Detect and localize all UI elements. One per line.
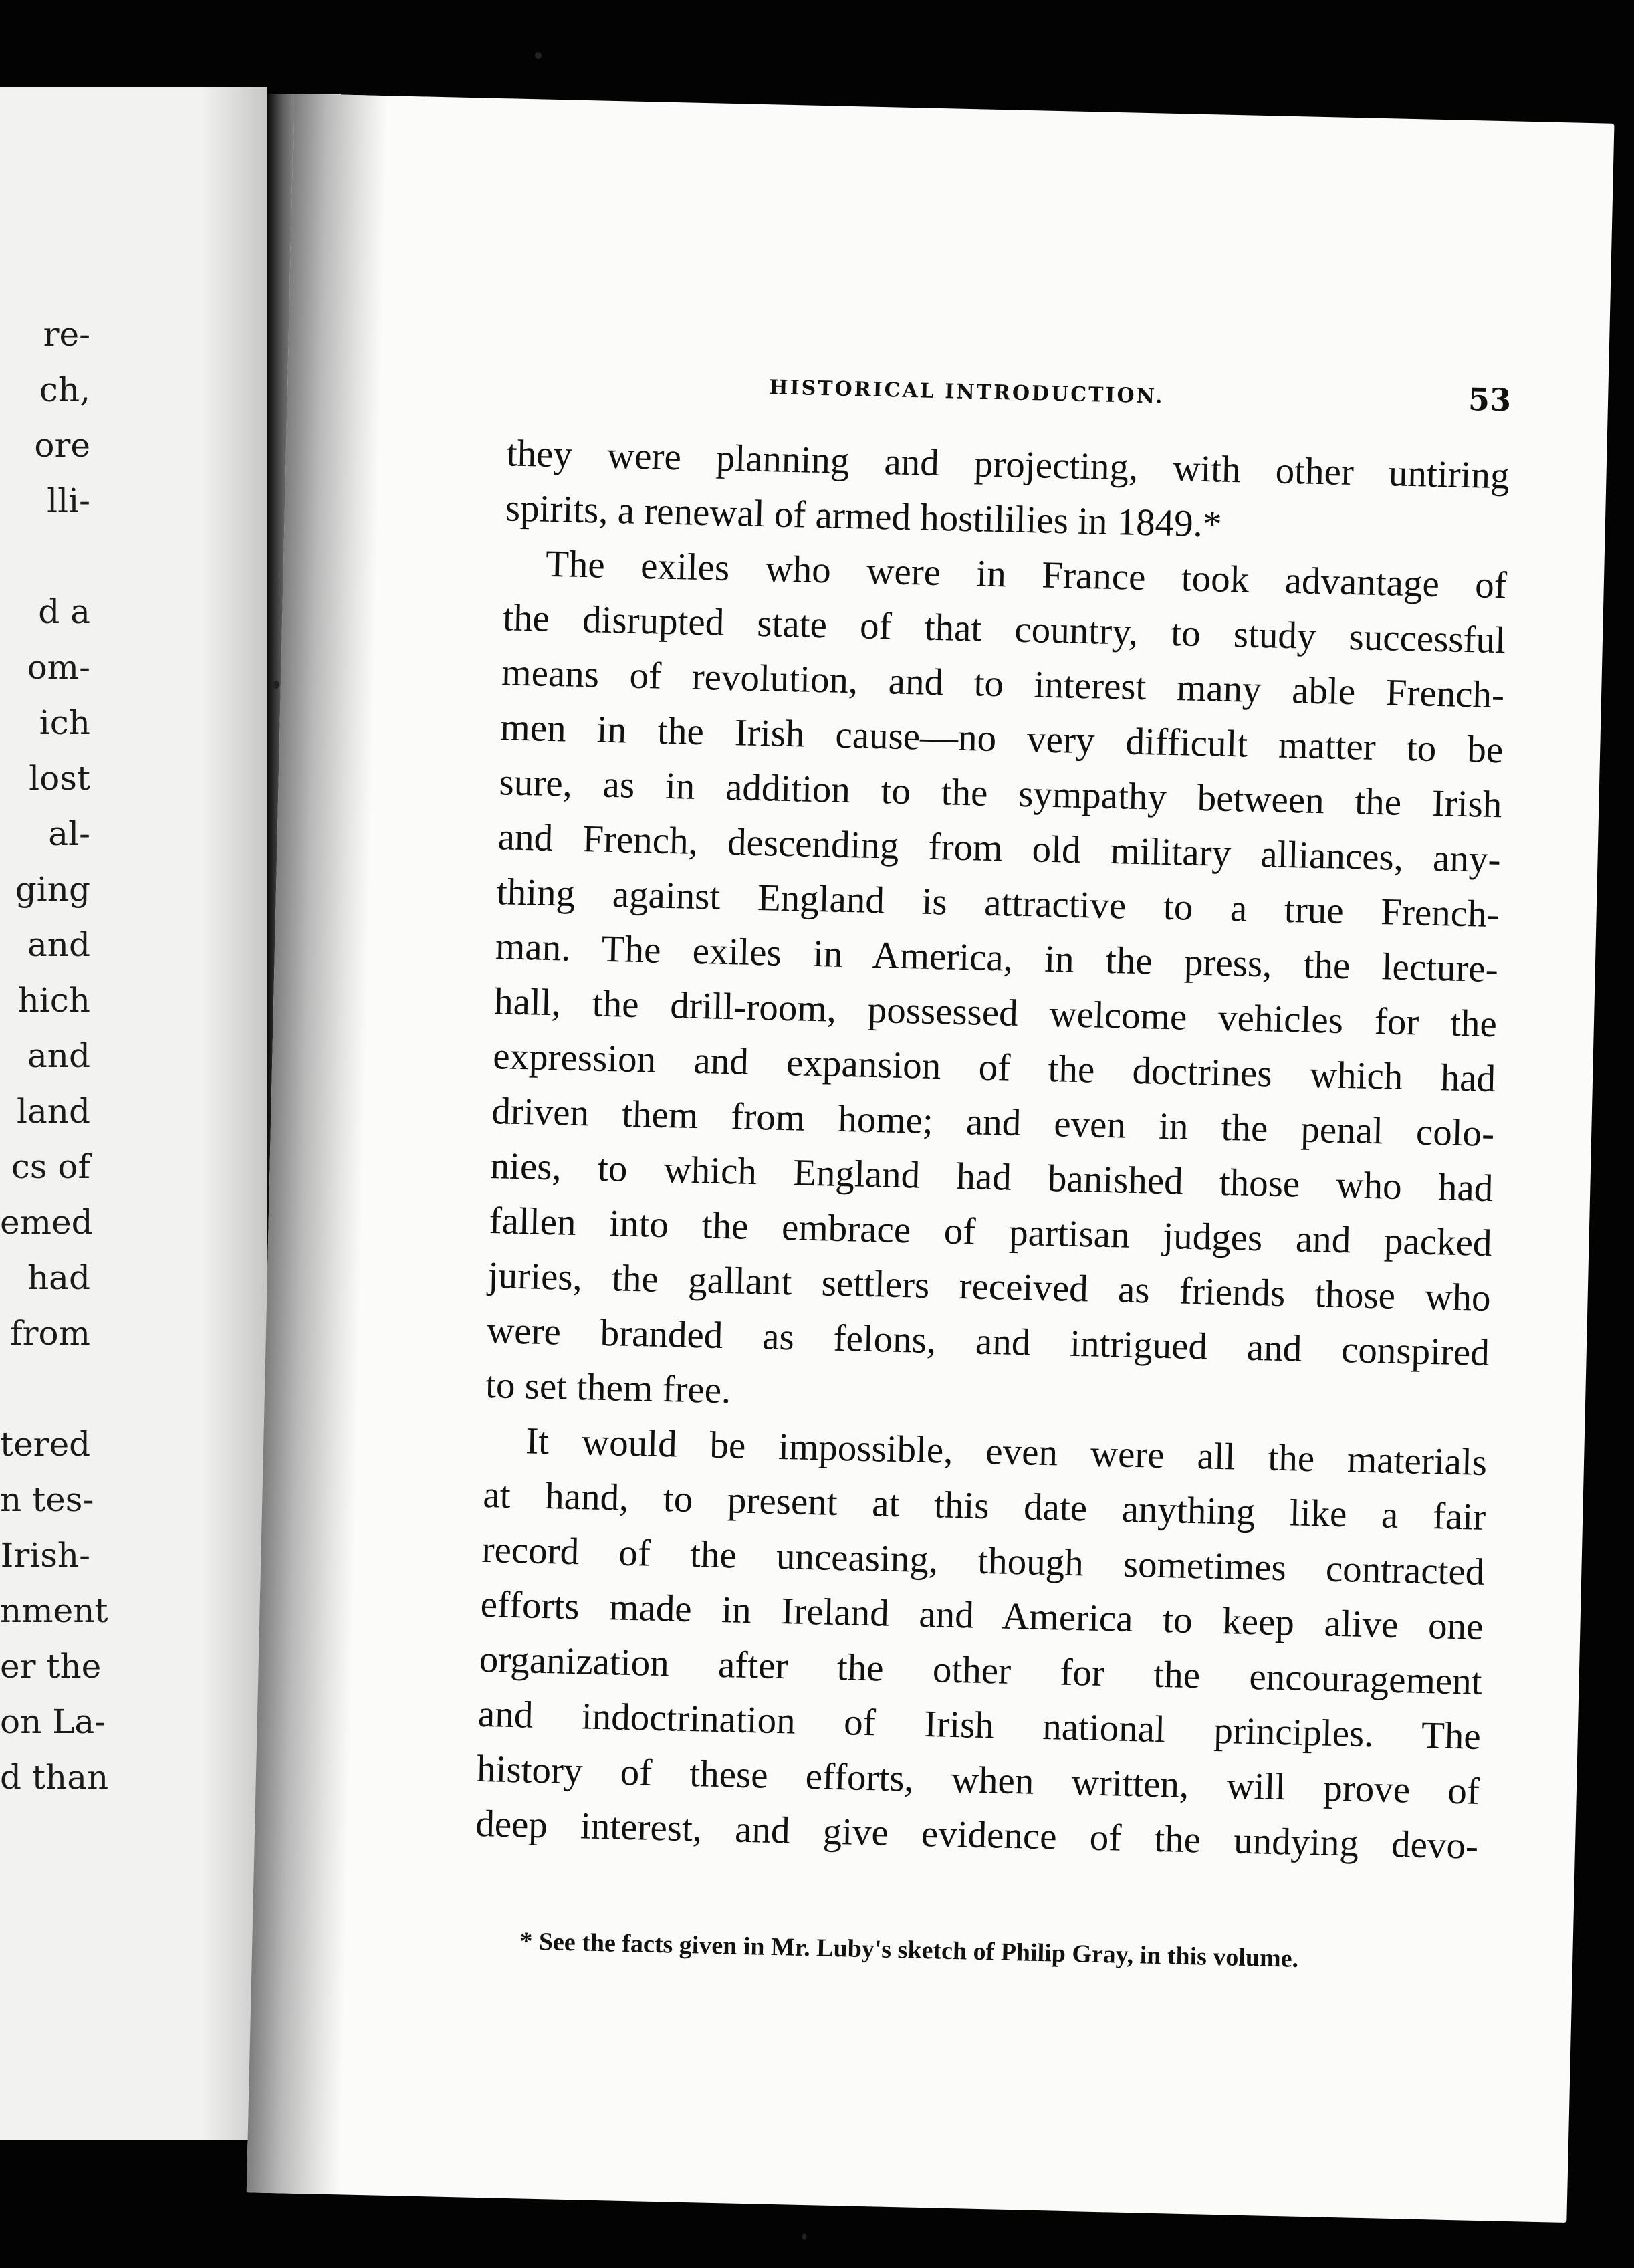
- body-line: they were planning and projecting, with other untiring: [506, 432, 1510, 497]
- facing-page-line-fragment: re-: [43, 315, 90, 354]
- facing-page-line-fragment: ch,: [39, 370, 90, 409]
- book-page: [247, 94, 1615, 2223]
- body-line: man. The exiles in America, in the press, the lecture-: [495, 925, 1499, 991]
- facing-page-line-fragment: from: [10, 1314, 90, 1353]
- facing-page-line-fragment: n tes-: [0, 1480, 94, 1519]
- body-line: thing against England is attractive to a true French-: [496, 871, 1500, 936]
- facing-page-line-fragment: emed: [0, 1203, 93, 1242]
- facing-page-line-fragment: al-: [48, 814, 90, 853]
- facing-page-line-fragment: Irish-: [0, 1536, 90, 1575]
- body-line: at hand, to present at this date anything like a fair: [482, 1473, 1486, 1539]
- body-line: fallen into the embrace of partisan judges and packed: [489, 1200, 1493, 1265]
- body-line: spirits, a renewal of armed hostililies in 1849.*: [505, 487, 1223, 546]
- facing-page-line-fragment: d than: [0, 1758, 109, 1797]
- facing-page-line-fragment: om-: [27, 648, 90, 687]
- body-line: deep interest, and give evidence of the undying devo-: [475, 1802, 1479, 1867]
- body-line: and indoctrination of Irish national principles. The: [477, 1692, 1482, 1758]
- body-line: record of the unceasing, though sometimes contracted: [481, 1528, 1486, 1593]
- facing-page-line-fragment: hich: [17, 981, 90, 1020]
- body-line: expression and expansion of the doctrines which had: [492, 1035, 1496, 1101]
- running-head: HISTORICAL INTRODUCTION.: [768, 376, 1165, 409]
- facing-page-line-fragment: lost: [29, 759, 90, 798]
- body-line: driven them from home; and even in the penal colo-: [491, 1090, 1495, 1155]
- facing-page-line-fragment: er the: [0, 1647, 102, 1686]
- body-line: the disrupted state of that country, to study successful: [502, 596, 1506, 662]
- body-line: history of these efforts, when written, will prove of: [476, 1747, 1480, 1813]
- body-line: means of revolution, and to interest many able French-: [501, 651, 1505, 717]
- facing-page-line-fragment: had: [27, 1258, 90, 1297]
- body-text: [475, 426, 1510, 1874]
- body-line: hall, the drill-room, possessed welcome vehicles for the: [493, 980, 1498, 1046]
- page-header: [769, 365, 1512, 418]
- facing-page-line-fragment: and: [27, 1036, 90, 1075]
- facing-page-line-fragment: on La-: [0, 1702, 106, 1741]
- page-number: 53: [1468, 380, 1512, 419]
- footnote: * See the facts given in Mr. Luby's sketch of Philip Gray, in this volume.: [519, 1927, 1299, 1973]
- body-line: to set them free.: [485, 1363, 732, 1412]
- facing-page-line-fragment: ging: [15, 870, 90, 909]
- facing-page-line-fragment: lli-: [47, 481, 90, 520]
- body-line: were branded as felons, and intrigued and conspired: [486, 1309, 1490, 1375]
- body-line: efforts made in Ireland and America to keep alive one: [480, 1583, 1484, 1648]
- facing-page-line-fragment: ich: [39, 703, 90, 742]
- body-line: The exiles who were in France took advantage of: [545, 542, 1508, 607]
- scan-speck: [273, 681, 279, 689]
- body-line: It would be impossible, even were all the materials: [525, 1420, 1488, 1484]
- body-line: organization after the other for the encouragement: [479, 1637, 1483, 1703]
- body-line: sure, as in addition to the sympathy between the Irish: [499, 761, 1503, 826]
- facing-page-line-fragment: tered: [0, 1425, 91, 1464]
- body-line: and French, descending from old military alliances, any-: [497, 816, 1502, 881]
- facing-page-line-fragment: nment: [0, 1591, 108, 1630]
- body-line: men in the Irish cause—no very difficult matter to be: [499, 706, 1504, 772]
- body-line: juries, the gallant settlers received as friends those who: [487, 1254, 1492, 1320]
- facing-page-line-fragment: and: [27, 925, 90, 964]
- facing-page-line-fragment: cs of: [11, 1147, 90, 1186]
- scan-speck: [535, 52, 542, 59]
- scan-speck: [802, 2233, 806, 2240]
- facing-page-line-fragment: ore: [34, 426, 90, 465]
- body-line: nies, to which England had banished those who had: [489, 1145, 1494, 1210]
- facing-page-line-fragment: land: [16, 1092, 90, 1131]
- facing-page-line-fragment: d a: [38, 592, 90, 631]
